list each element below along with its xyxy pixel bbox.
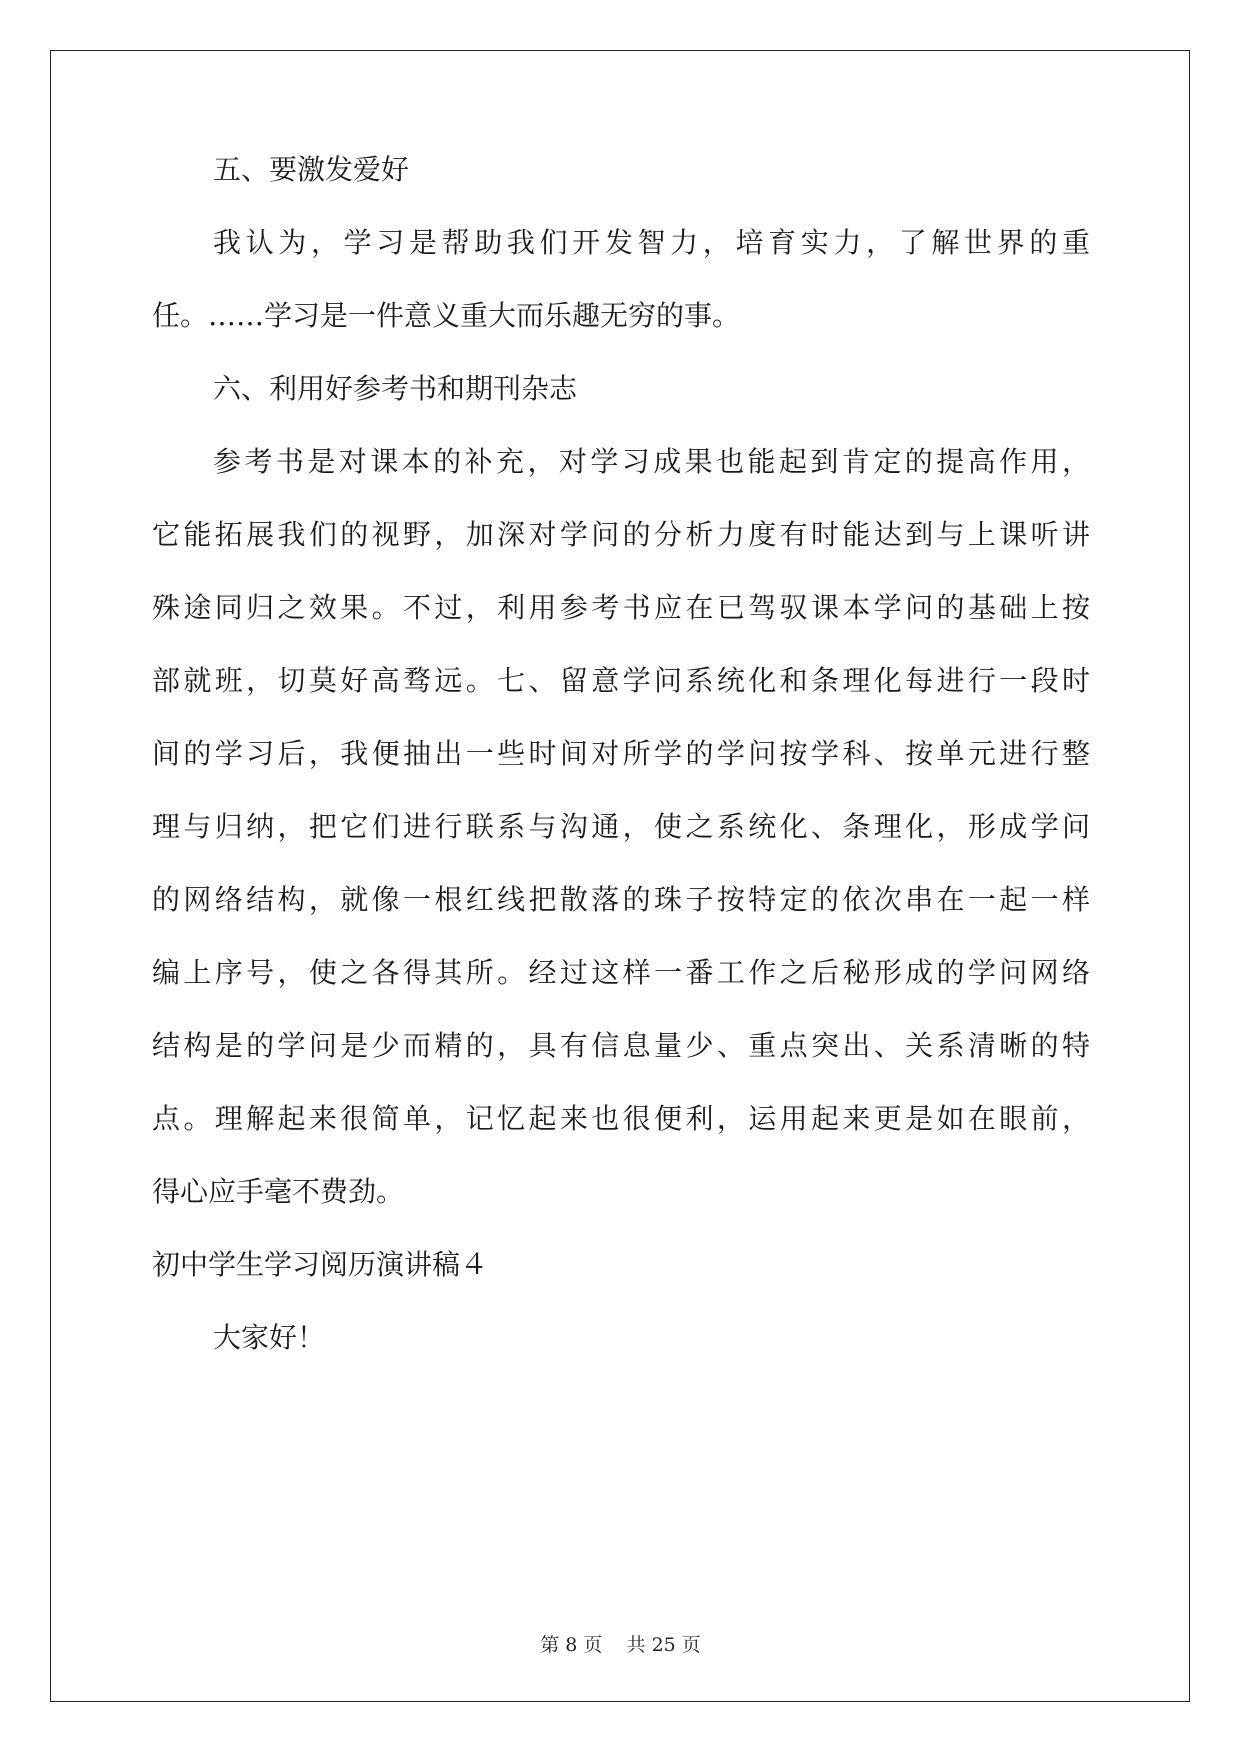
paragraph-line: 编上序号，使之各得其所。经过这样一番工作之后秘形成的学问网络 (152, 956, 1090, 989)
paragraph-line: 结构是的学问是少而精的，具有信息量少、重点突出、关系清晰的特 (152, 1029, 1090, 1062)
paragraph-line: 得心应手毫不费劲。 (152, 1175, 405, 1208)
paragraph-line: 殊途同归之效果。不过，利用参考书应在已驾驭课本学问的基础上按 (152, 591, 1090, 624)
paragraph-line: 它能拓展我们的视野，加深对学问的分析力度有时能达到与上课听讲 (152, 518, 1090, 551)
section-heading-5: 五、要激发爱好 (213, 153, 410, 186)
greeting-line: 大家好！ (213, 1321, 326, 1354)
paragraph-line: 的网络结构，就像一根红线把散落的珠子按特定的依次串在一起一样 (152, 883, 1090, 916)
paragraph-line: 间的学习后，我便抽出一些时间对所学的学问按学科、按单元进行整 (152, 737, 1090, 770)
paragraph-line: 部就班，切莫好高骛远。七、留意学问系统化和条理化每进行一段时 (152, 664, 1090, 697)
page-number-footer: 第 8 页 共 25 页 (540, 1634, 701, 1656)
paragraph-line: 任。……学习是一件意义重大而乐趣无穷的事。 (152, 299, 741, 332)
paragraph-line: 我认为，学习是帮助我们开发智力，培育实力，了解世界的重 (213, 226, 1090, 259)
paragraph-line: 点。理解起来很简单，记忆起来也很便利，运用起来更是如在眼前， (152, 1102, 1090, 1135)
speech-title: 初中学生学习阅历演讲稿４ (152, 1248, 489, 1281)
paragraph-line: 参考书是对课本的补充，对学习成果也能起到肯定的提高作用， (213, 445, 1090, 478)
paragraph-line: 理与归纳，把它们进行联系与沟通，使之系统化、条理化，形成学问 (152, 810, 1090, 843)
section-heading-6: 六、利用好参考书和期刊杂志 (213, 372, 578, 405)
